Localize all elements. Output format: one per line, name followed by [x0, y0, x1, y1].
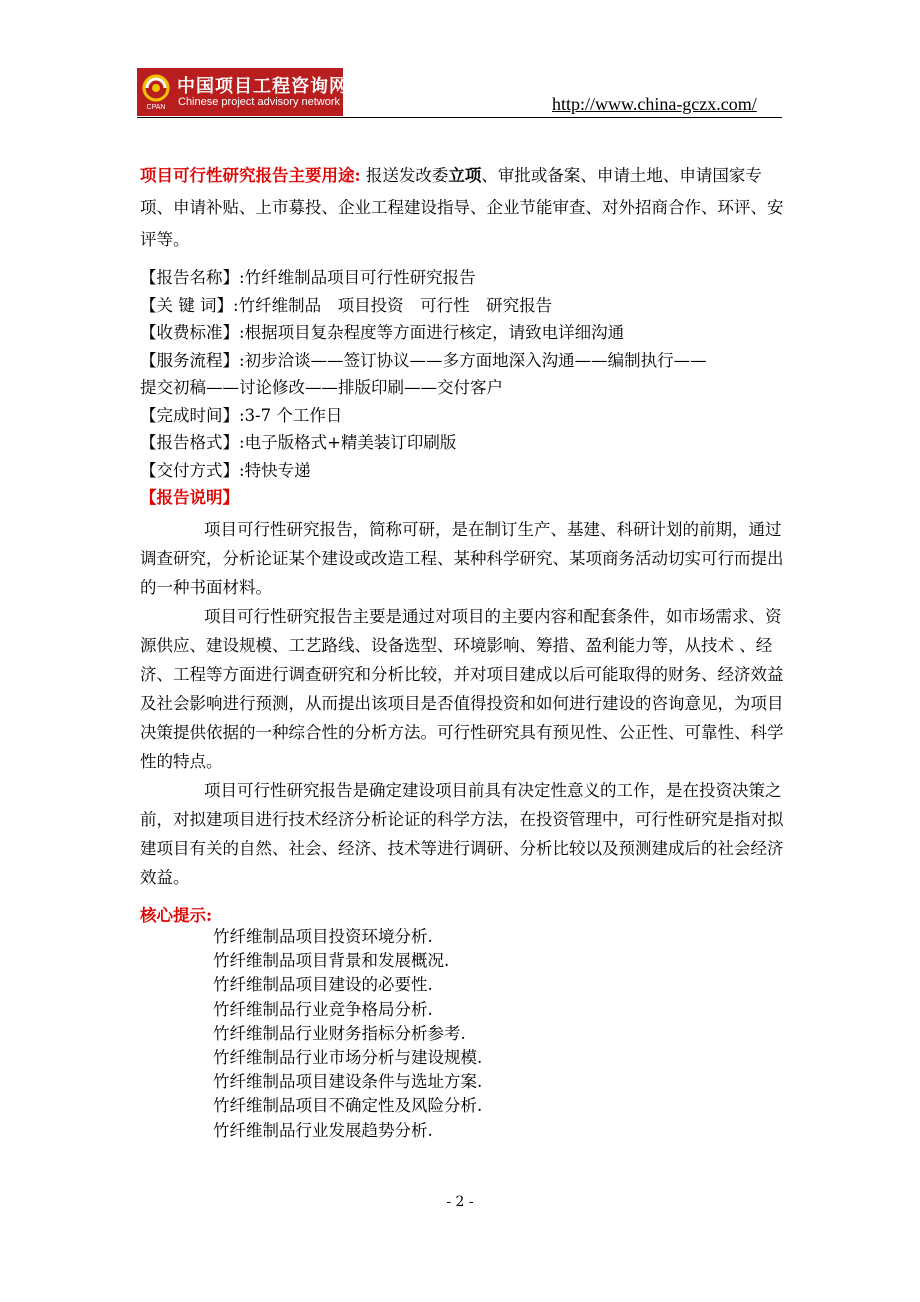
purpose-text-bold: 立项 — [448, 166, 482, 185]
list-item: 竹纤维制品项目背景和发展概况. — [213, 951, 450, 971]
meta-value: 3-7 个工作日 — [244, 405, 343, 425]
desc-paragraph: 项目可行性研究报告，简称可研，是在制订生产、基建、科研计划的前期，通过调查研究，分析论证某个建设或改造工程、某种科学研究、某项商务活动切实可行而提出的一种书面材料。 — [140, 520, 784, 597]
desc-paragraph: 项目可行性研究报告主要是通过对项目的主要内容和配套条件，如市场需求、资源供应、建设规模、工艺路线、设备选型、环境影响、筹措、盈利能力等，从技术 、经济、工程等方面进行调查研究和分析比较，并对项目建成以后可能取得的财务、经济效益及社会影响进行预测，从而提出该项目是否值得投资和如何进行建设的咨询意见，为项目决策提供依据的一种综合性的分析方法。可行性研究具有预见性、公正性、可靠性、科学性的特点。 — [140, 607, 784, 771]
header-divider — [137, 117, 782, 118]
meta-label: 【服务流程】: — [140, 350, 245, 370]
meta-value: 初步洽谈——签订协议——多方面地深入沟通——编制执行—— — [244, 350, 707, 370]
core-tips-title: 核心提示: — [140, 906, 213, 925]
logo-mark-text: CPAN — [146, 104, 166, 111]
meta-label: 【报告名称】: — [140, 268, 245, 287]
list-item: 竹纤维制品行业市场分析与建设规模. — [213, 1048, 483, 1068]
meta-label: 【交付方式】: — [140, 460, 245, 480]
report-desc-title: 【报告说明】 — [140, 488, 239, 507]
meta-label: 【报告格式】: — [140, 433, 245, 452]
site-url-link[interactable]: http://www.china-gczx.com/ — [552, 94, 757, 114]
meta-label: 【完成时间】: — [140, 405, 245, 425]
report-description — [140, 515, 792, 892]
meta-row — [140, 264, 800, 292]
meta-value: 电子版格式+精美装订印刷版 — [244, 433, 457, 452]
meta-row — [140, 374, 800, 402]
list-item: 竹纤维制品行业竞争格局分析. — [213, 999, 433, 1019]
meta-value: 竹纤维制品 项目投资 可行性 研究报告 — [238, 295, 553, 315]
meta-value: 竹纤维制品项目可行性研究报告 — [244, 268, 476, 287]
meta-row — [140, 457, 800, 485]
logo-chinese-name: 中国项目工程咨询网 — [177, 76, 348, 97]
meta-row — [140, 402, 800, 430]
list-item: 竹纤维制品项目投资环境分析. — [213, 927, 433, 946]
list-item: 竹纤维制品项目建设条件与选址方案. — [213, 1072, 483, 1092]
list-item: 竹纤维制品项目不确定性及风险分析. — [213, 1096, 483, 1116]
purpose-paragraph — [140, 160, 790, 256]
meta-row — [140, 347, 800, 375]
core-tips-list — [213, 925, 482, 1143]
meta-row — [140, 292, 800, 320]
purpose-text-a: 报送发改委 — [365, 166, 449, 185]
desc-paragraph: 项目可行性研究报告是确定建设项目前具有决定性意义的工作，是在投资决策之前，对拟建项目进行技术经济分析论证的科学方法，在投资管理中，可行性研究是指对拟建项目有关的自然、社会、经济、技术等进行调研、分析比较以及预测建成后的社会经济效益。 — [140, 781, 784, 887]
list-item: 竹纤维制品项目建设的必要性. — [213, 975, 433, 995]
meta-value: 提交初稿——讨论修改——排版印刷——交付客户 — [140, 378, 503, 397]
logo-english-name: Chinese project advisory network — [178, 96, 341, 108]
page-number: - 2 - — [446, 1194, 474, 1210]
meta-row — [140, 319, 800, 347]
logo-swirl-icon — [141, 73, 171, 111]
purpose-text-b: 、审批或备案、申请土地、申请国家专项、申请补贴、上市募投、企业工程建设指导、企业节能审查、对外招商合作、环评、安评等。 — [140, 166, 784, 249]
site-logo[interactable] — [137, 68, 348, 116]
list-item: 竹纤维制品行业财务指标分析参考. — [213, 1023, 466, 1043]
meta-value: 特快专递 — [244, 460, 311, 480]
meta-label: 【关 键 词】: — [140, 295, 239, 315]
purpose-label: 项目可行性研究报告主要用途: — [140, 166, 361, 185]
meta-label: 【收费标准】: — [140, 323, 245, 342]
meta-value: 根据项目复杂程度等方面进行核定，请致电详细沟通 — [244, 323, 625, 342]
meta-row — [140, 429, 800, 457]
list-item: 竹纤维制品行业发展趋势分析. — [213, 1120, 433, 1140]
report-meta — [140, 264, 800, 512]
